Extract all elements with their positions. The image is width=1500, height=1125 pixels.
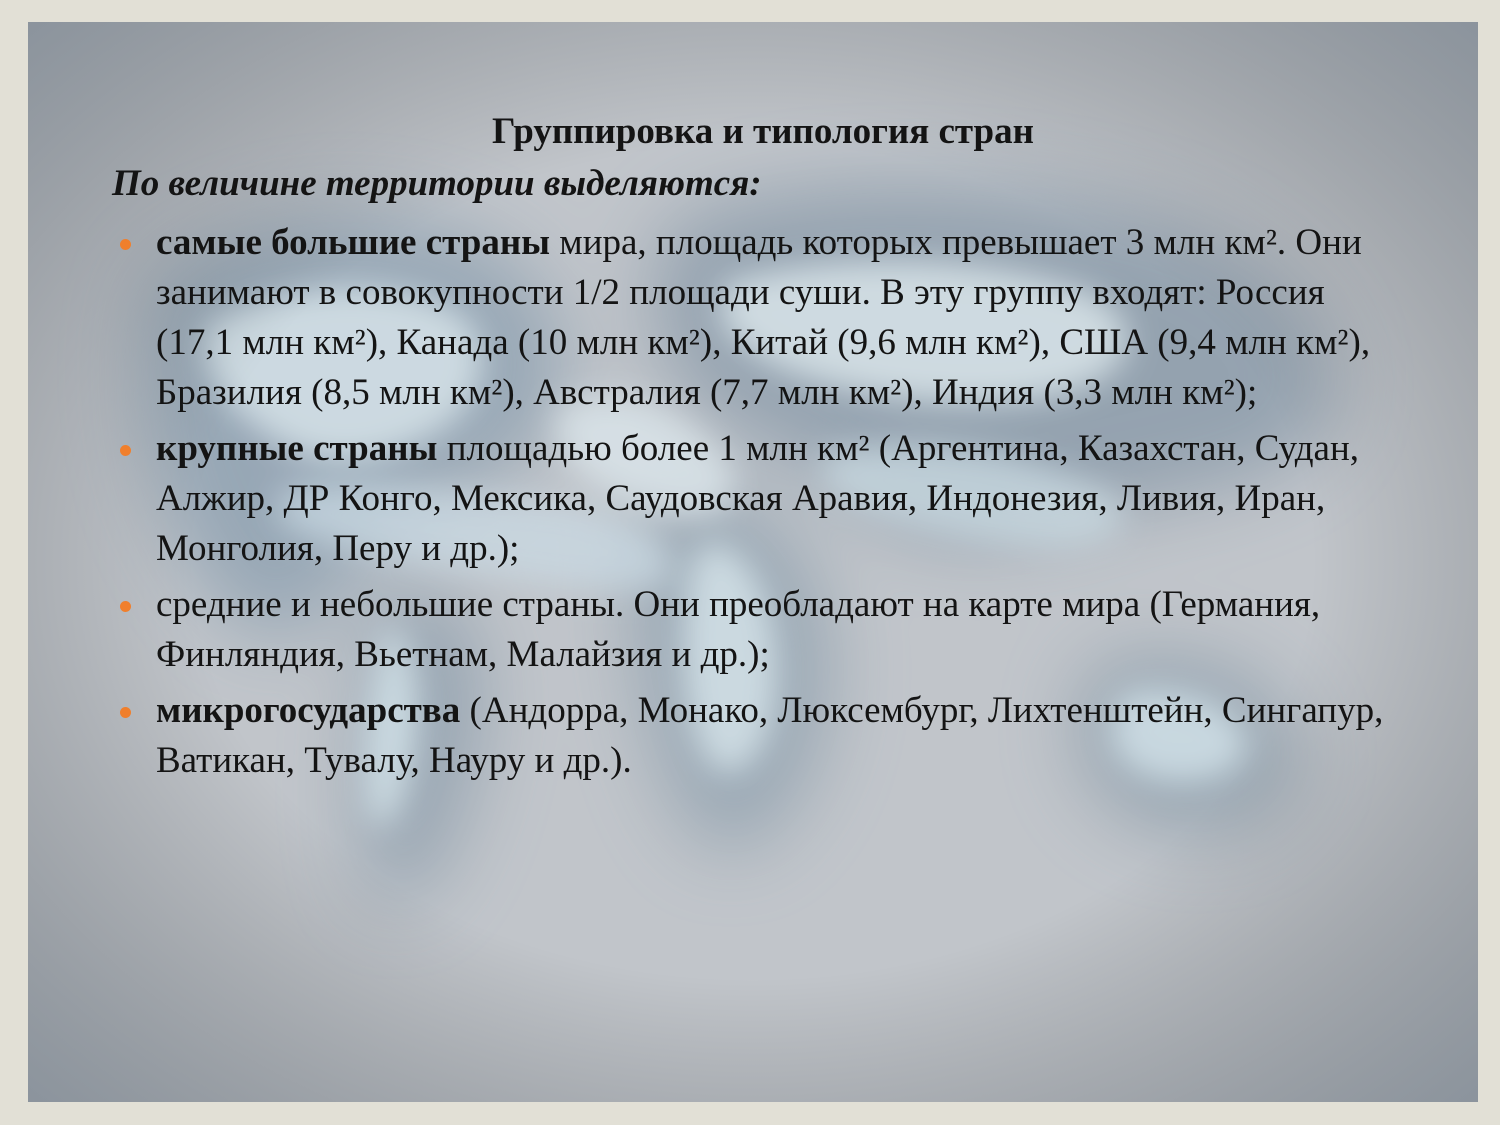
bullet-dot-icon: [120, 239, 131, 250]
slide-content: [28, 22, 1478, 1102]
bullet-dot-icon: [120, 601, 131, 612]
slide-subtitle: По величине территории выделяются:: [112, 163, 762, 204]
slide: [28, 22, 1478, 1102]
item-bold-text: микрогосударства: [156, 690, 461, 731]
item-text: мира, площадь которых превышает 3 млн км². Они занимают в совокупности 1/2 площади суши. В эту группу входят: Россия (17,1 млн км²), Канада (10 млн км²), Китай (9,6 млн км²), США (9,4 млн км²), Бразилия (8,5 млн км²), Австралия (7,7 млн км²), Индия (3,3 млн км²);: [156, 222, 1371, 413]
bullet-dot-icon: [120, 707, 131, 718]
item-bold-text: крупные страны: [156, 428, 438, 469]
bullet-list: [156, 218, 1406, 792]
item-text: средние и небольшие страны. Они преобладают на карте мира (Германия, Финляндия, Вьетнам, Малайзия и др.);: [156, 584, 1321, 675]
list-item: [156, 424, 1406, 574]
item-text: (Андорра, Монако, Люксембург, Лихтенштейн, Сингапур, Ватикан, Тувалу, Науру и др.).: [156, 690, 1384, 781]
item-bold-text: самые большие страны: [156, 222, 551, 263]
list-item: [156, 218, 1406, 418]
list-item: [156, 580, 1406, 680]
slide-title: Группировка и типология стран: [492, 111, 1034, 152]
list-item: [156, 686, 1406, 786]
item-text: площадью более 1 млн км² (Аргентина, Казахстан, Судан, Алжир, ДР Конго, Мексика, Саудовская Аравия, Индонезия, Ливия, Иран, Монголия, Перу и др.);: [156, 428, 1360, 569]
bullet-dot-icon: [120, 445, 131, 456]
